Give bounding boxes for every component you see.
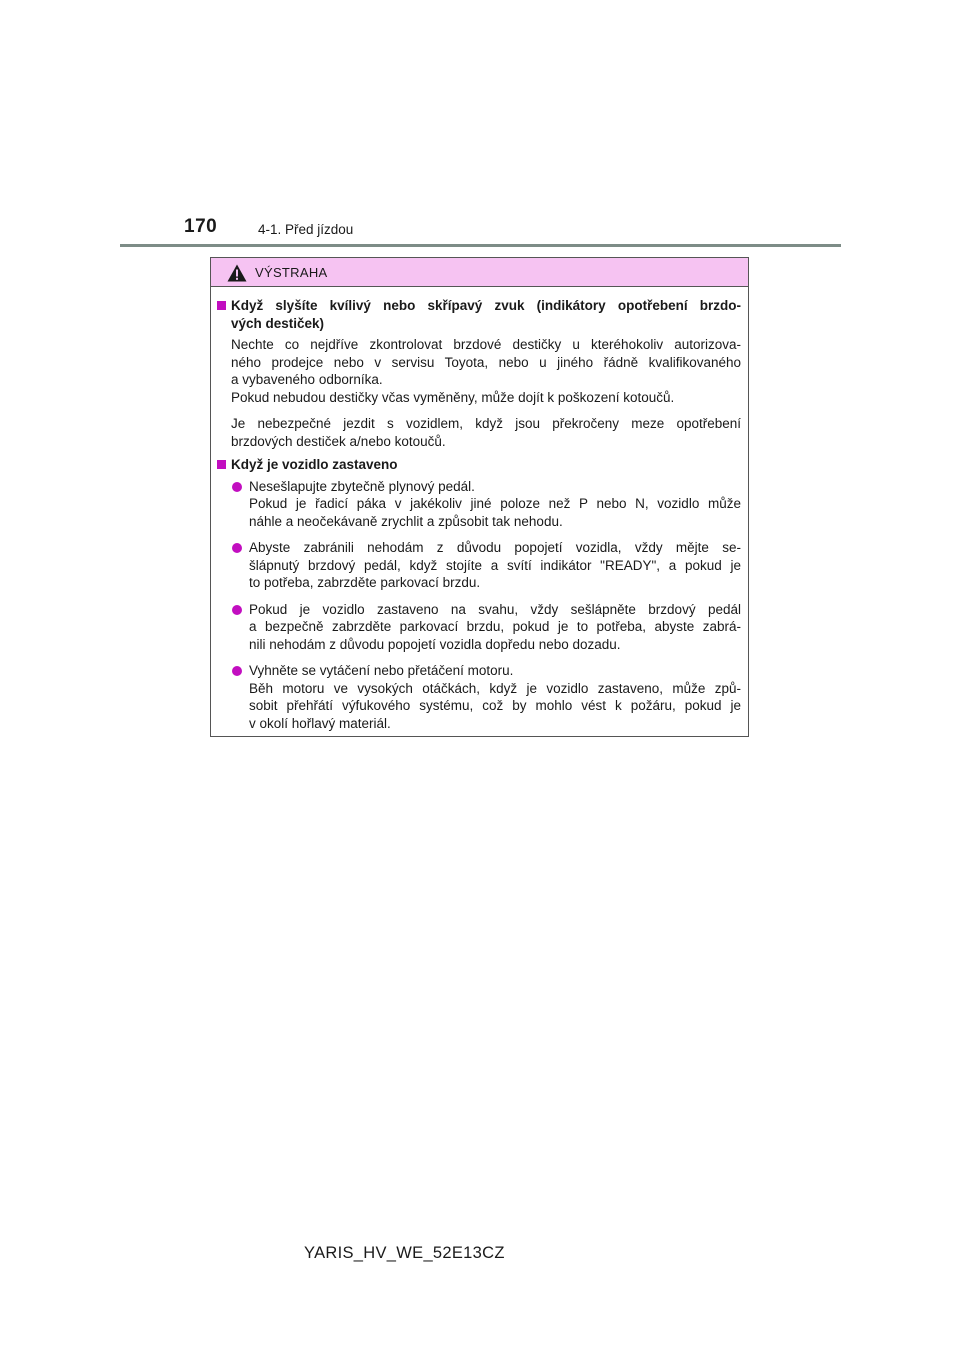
header-rule	[120, 244, 841, 247]
paragraph	[217, 415, 741, 450]
circle-bullet	[232, 666, 242, 676]
warning-header	[211, 258, 748, 287]
paragraph-line: Pokud nebudou destičky včas vyměněny, může dojít k poškození kotoučů.	[231, 389, 675, 405]
bullet-line: to potřeba, zabrzděte parkovací brzdu.	[249, 575, 481, 590]
section-title: 4-1. Před jízdou	[258, 222, 354, 237]
paragraph-line: ného prodejce nebo v servisu Toyota, nebo u jiného řádně kvalifikovaného	[231, 354, 741, 370]
paragraph	[217, 336, 741, 406]
paragraph-line: Je nebezpečné jezdit s vozidlem, když jsou překročeny meze opotřebení	[231, 416, 741, 431]
heading-line: vých destiček)	[231, 315, 325, 331]
bullet-line: a bezpečně zabrzděte parkovací brzdu, pokud je to potřeba, abyste zabrá-	[249, 619, 741, 634]
circle-bullet	[232, 482, 242, 492]
heading-line: Když slyšíte kvílivý nebo skřípavý zvuk (indikátory opotřebení brzdo-	[231, 298, 741, 313]
list-item	[217, 601, 741, 654]
heading-line: Když je vozidlo zastaveno	[231, 457, 398, 472]
bullet-line: Pokud je řadicí páka v jakékoliv jiné poloze než P nebo N, vozidlo může	[249, 496, 741, 511]
square-bullet	[217, 460, 226, 469]
warning-body	[211, 287, 748, 732]
section-heading	[217, 297, 741, 332]
bullet-line: v okolí hořlavý materiál.	[249, 715, 391, 731]
bullet-line: Běh motoru ve vysokých otáčkách, když je vozidlo zastaveno, může způ-	[249, 680, 741, 696]
warning-box	[210, 257, 749, 737]
bullet-line: náhle a neočekávaně zrychlit a způsobit tak nehodu.	[249, 513, 563, 529]
bullet-line: nili nehodám z důvodu popojetí vozidla dopředu nebo dozadu.	[249, 636, 621, 652]
paragraph-line: brzdových destiček a/nebo kotoučů.	[231, 433, 446, 449]
bullet-line: Pokud je vozidlo zastaveno na svahu, vždy sešlápněte brzdový pedál	[249, 601, 741, 617]
paragraph-line: Nechte co nejdříve zkontrolovat brzdové destičky u kteréhokoliv autorizova-	[231, 337, 741, 352]
page-number: 170	[184, 216, 218, 237]
bullet-line: Vyhněte se vytáčení nebo přetáčení motoru.	[249, 663, 514, 678]
bullet-line: šlápnutý brzdový pedál, když stojíte a svítí indikátor "READY", a pokud je	[249, 557, 741, 573]
warning-title: VÝSTRAHA	[255, 265, 328, 280]
list-item	[217, 662, 741, 732]
circle-bullet	[232, 543, 242, 553]
paragraph-line: a vybaveného odborníka.	[231, 372, 383, 387]
bullet-line: sobit přehřátí výfukového systému, což by mohlo vést k požáru, pokud je	[249, 698, 741, 713]
circle-bullet	[232, 605, 242, 615]
warning-triangle-icon	[227, 264, 247, 282]
bullet-line: Abyste zabránili nehodám z důvodu popojetí vozidla, vždy mějte se-	[249, 540, 741, 555]
bullet-line: Nesešlapujte zbytečně plynový pedál.	[249, 478, 475, 494]
footer-code: YARIS_HV_WE_52E13CZ	[304, 1244, 505, 1262]
section-heading	[217, 456, 741, 474]
list-item	[217, 478, 741, 531]
list-item	[217, 539, 741, 592]
square-bullet	[217, 301, 226, 310]
